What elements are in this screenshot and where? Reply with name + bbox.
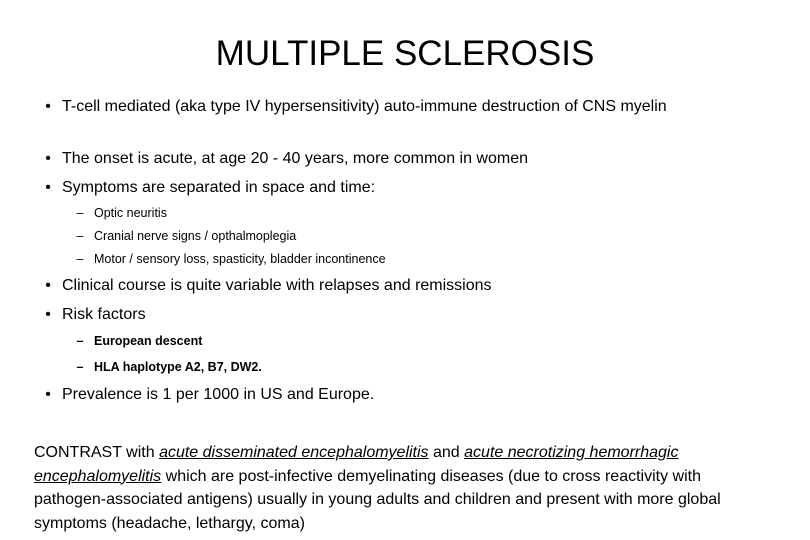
- bullet-item: [40, 303, 730, 327]
- sub-bullet-item: [74, 356, 734, 378]
- bullet-text: T-cell mediated (aka type IV hypersensitivity) auto-immune destruction of CNS myelin: [62, 98, 667, 115]
- bullet-marker: •: [45, 150, 51, 167]
- contrast-term-anhe: acute necrotizing hemorrhagic encephalomyelitis: [34, 444, 679, 485]
- sub-bullet-text: HLA haplotype A2, B7, DW2.: [94, 360, 262, 374]
- dash-marker: –: [76, 334, 84, 348]
- bullet-item: [40, 147, 730, 171]
- sub-bullet-item: [74, 225, 734, 247]
- dash-marker: –: [76, 206, 84, 220]
- sub-bullet-text: Cranial nerve signs / opthalmoplegia: [94, 229, 297, 243]
- bullet-marker: •: [45, 179, 51, 196]
- dash-marker: –: [76, 229, 84, 243]
- sub-bullet-text: Motor / sensory loss, spasticity, bladder incontinence: [94, 252, 386, 266]
- contrast-mid: and: [428, 444, 465, 461]
- sub-bullet-text: Optic neuritis: [94, 206, 167, 220]
- bullet-text: Risk factors: [62, 306, 146, 323]
- bullet-text: Clinical course is quite variable with relapses and remissions: [62, 277, 492, 294]
- bullet-text: Symptoms are separated in space and time:: [62, 179, 376, 196]
- bullet-marker: •: [45, 98, 51, 115]
- bullet-item: [40, 95, 730, 119]
- bullet-text: Prevalence is 1 per 1000 in US and Europe.: [62, 386, 375, 403]
- slide-title: MULTIPLE SCLEROSIS: [215, 34, 595, 73]
- dash-marker: –: [76, 360, 84, 374]
- contrast-lead: CONTRAST with: [34, 444, 160, 461]
- contrast-rest: which are post-infective demyelinating diseases (due to cross reactivity with pathogen-associated antigens) usually in young adults and children and present with more global symptoms (headache, lethargy, coma): [34, 467, 721, 532]
- sub-bullet-item: [74, 248, 734, 270]
- bullet-item: [40, 383, 730, 407]
- contrast-term-adem: acute disseminated encephalomyelitis: [159, 444, 429, 461]
- sub-bullet-item: [74, 330, 734, 352]
- bullet-marker: •: [45, 277, 51, 294]
- bullet-item: [40, 274, 730, 298]
- contrast-paragraph: [34, 441, 774, 535]
- bullet-marker: •: [45, 386, 51, 403]
- bullet-marker: •: [45, 306, 51, 323]
- bullet-item: [40, 176, 730, 200]
- sub-bullet-text: European descent: [94, 334, 203, 348]
- dash-marker: –: [76, 252, 84, 266]
- sub-bullet-item: [74, 202, 734, 224]
- bullet-text: The onset is acute, at age 20 - 40 years, more common in women: [62, 150, 529, 167]
